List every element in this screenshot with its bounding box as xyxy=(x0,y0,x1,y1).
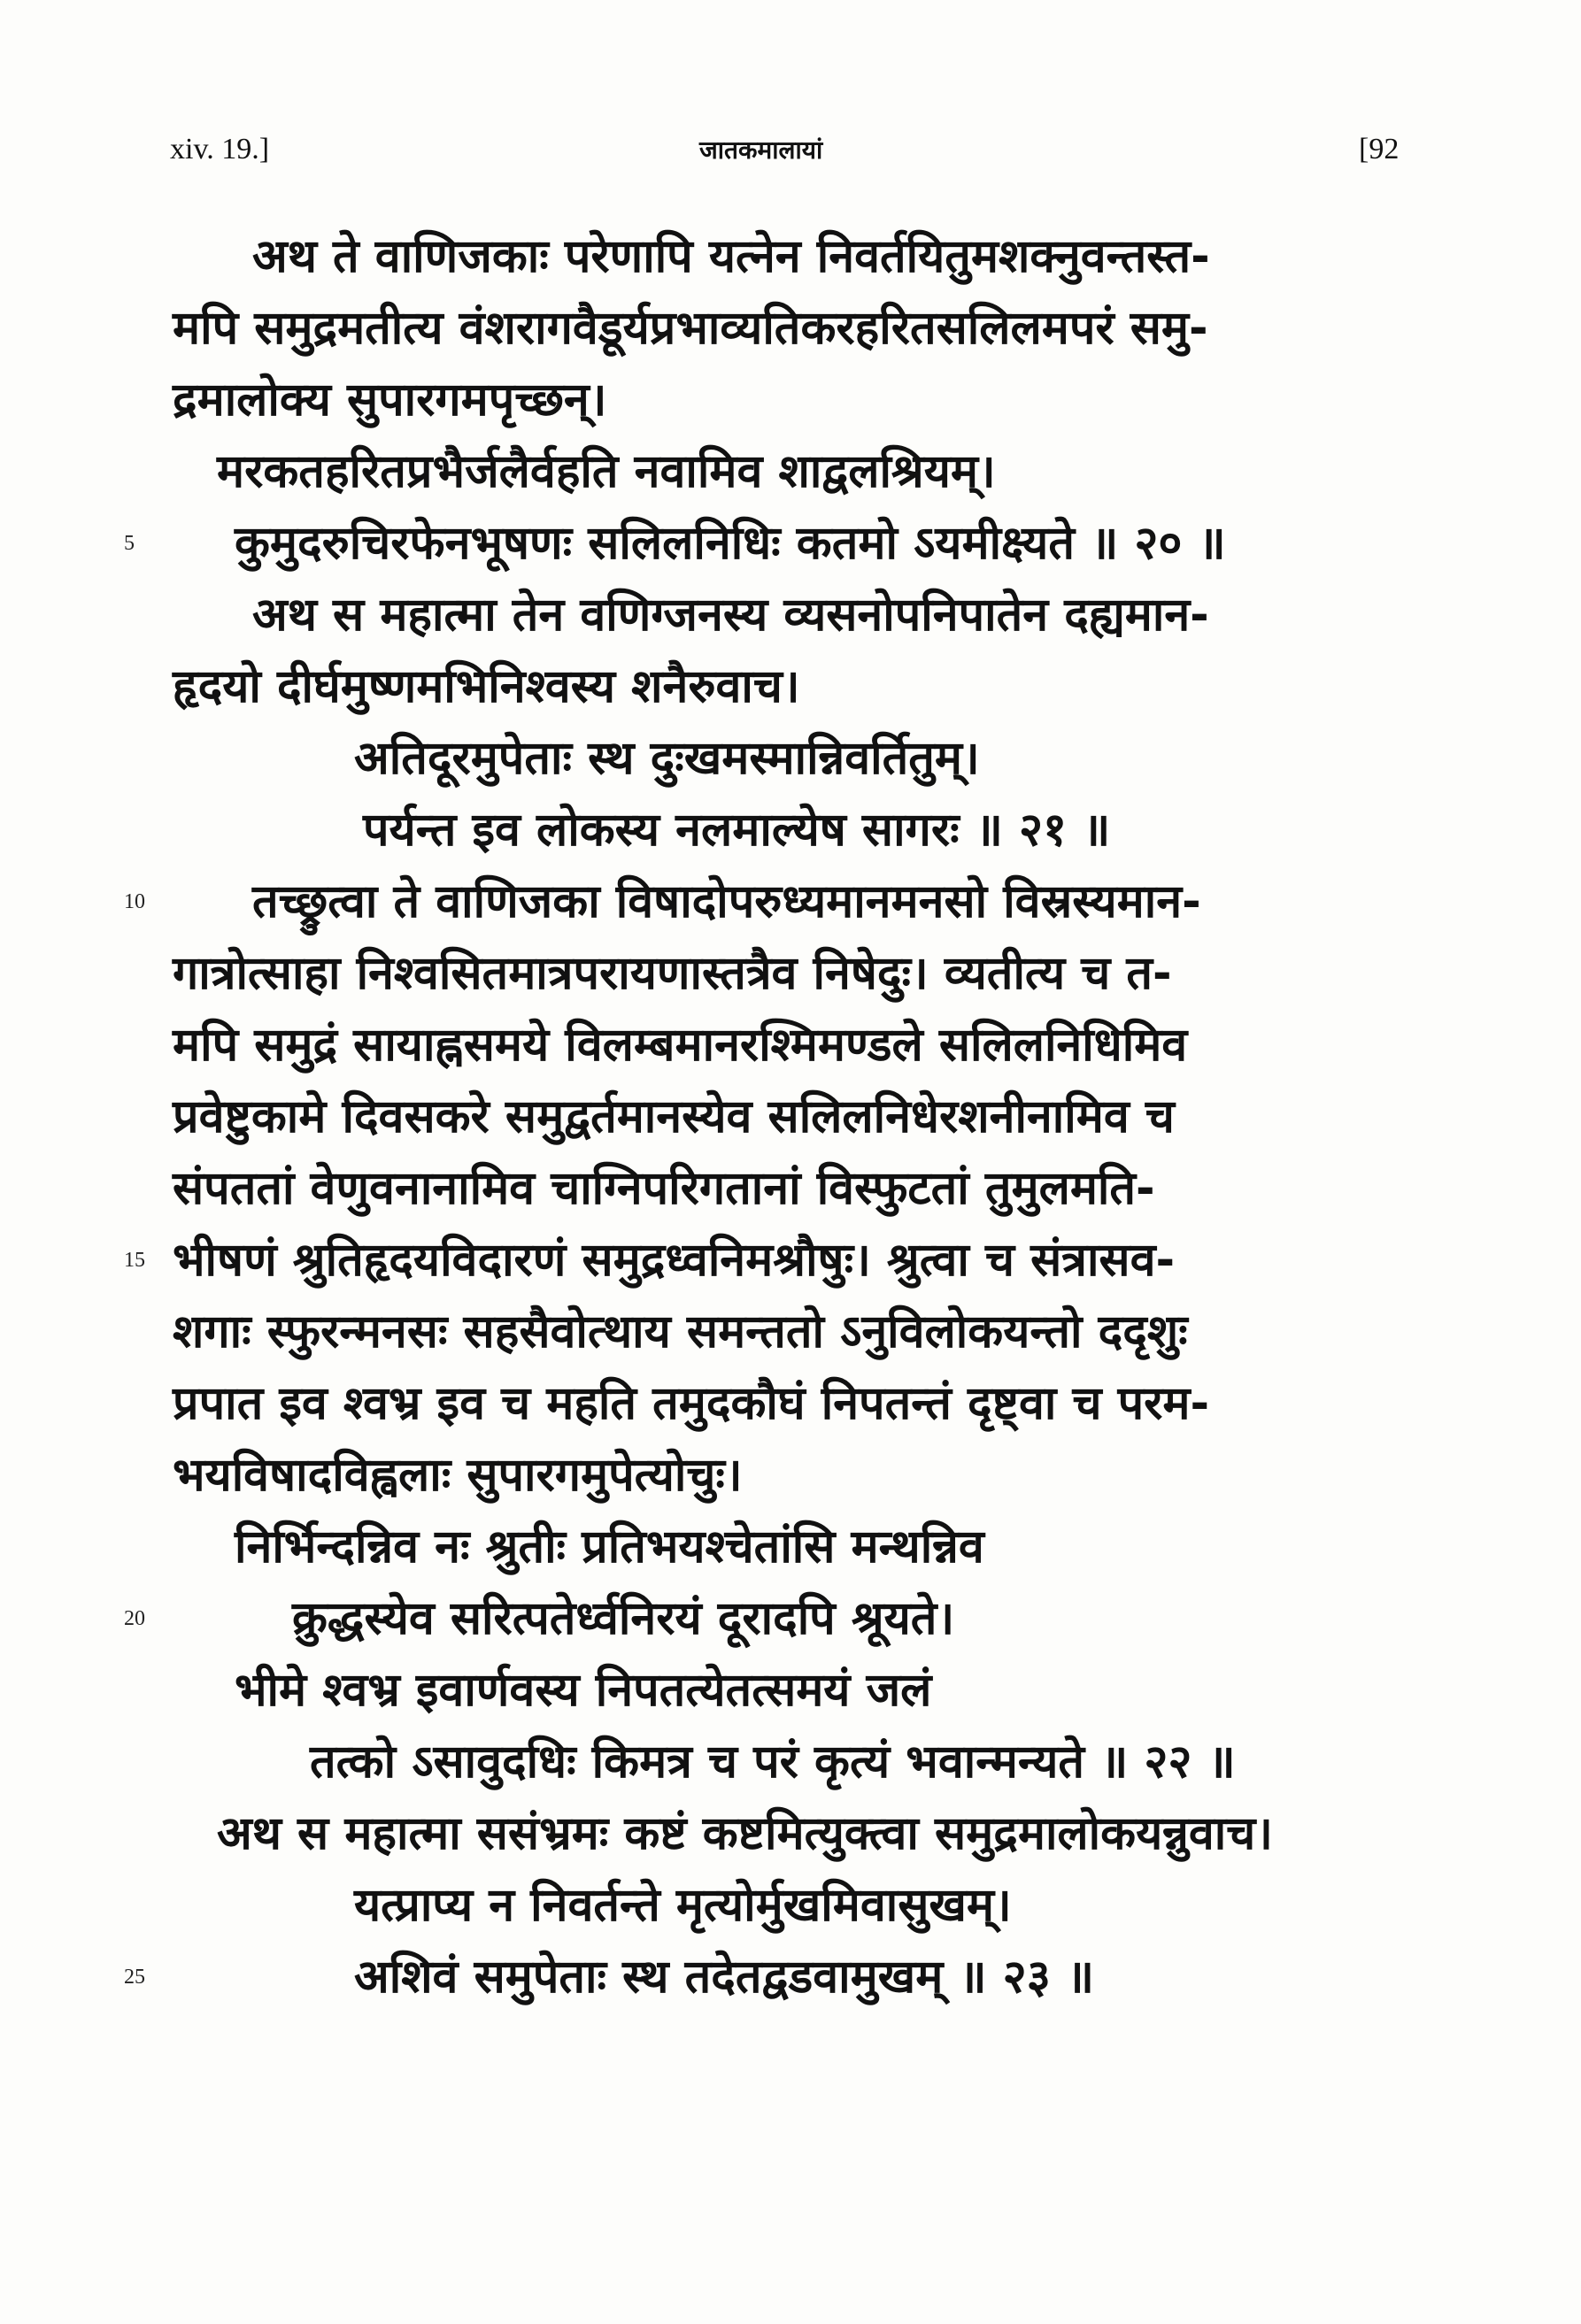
line-text: प्रपात इव श्वभ्र इव च महति तमुदकौघं निपतन्तं दृष्ट्वा च परम- xyxy=(173,1377,1210,1430)
line-text: मरकतहरितप्रभैर्जलैर्वहति नवामिव शाद्वलश्रियम्। xyxy=(217,445,996,498)
line-text: निर्भिन्दन्निव नः श्रुतीः प्रतिभयश्चेतांसि मन्थन्निव xyxy=(235,1520,984,1574)
text-line xyxy=(0,293,1581,365)
line-text: तत्को ऽसावुदधिः किमत्र च परं कृत्यं भवान्मन्यते ॥ २२ ॥ xyxy=(310,1735,1236,1789)
verse-line xyxy=(0,1942,1581,2013)
line-text: अथ स महात्मा ससंभ्रमः कष्टं कष्टमित्युक्त्वा समुद्रमालोकयन्नुवाच। xyxy=(217,1807,1273,1860)
line-text: पर्यन्त इव लोकस्य नलमाल्येष सागरः ॥ २१ ॥ xyxy=(363,804,1111,857)
line-number: 15 xyxy=(124,1249,145,1272)
line-text: अथ ते वाणिजकाः परेणापि यत्नेन निवर्तयितुमशक्नुवन्तस्त- xyxy=(252,230,1210,283)
line-text: शगाः स्फुरन्मनसः सहसैवोत्थाय समन्ततो ऽनुविलोकयन्तो ददृशुः xyxy=(173,1305,1188,1358)
running-head-section-ref: xiv. 19.] xyxy=(170,133,270,165)
line-text: भीमे श्वभ्र इवार्णवस्य निपतत्येतत्समयं जलं xyxy=(235,1664,932,1717)
line-text: क्रुद्धस्येव सरित्पतेर्ध्वनिरयं दूरादपि श्रूयते। xyxy=(292,1592,955,1645)
line-text: गात्रोत्साहा निश्वसितमात्रपरायणास्तत्रैव निषेदुः। व्यतीत्य च त- xyxy=(173,947,1172,1000)
verse-line xyxy=(0,1512,1581,1583)
running-head-title: जातकमालायां xyxy=(699,135,823,165)
line-text: कुमुदरुचिरफेनभूषणः सलिलनिधिः कतमो ऽयमीक्ष्यते ॥ २० ॥ xyxy=(235,517,1226,570)
text-line xyxy=(0,651,1581,723)
text-line xyxy=(0,1010,1581,1081)
verse-line xyxy=(0,1727,1581,1798)
text-line xyxy=(0,938,1581,1010)
text-line xyxy=(0,1368,1581,1440)
line-text: मपि समुद्रमतीत्य वंशरागवैडूर्यप्रभाव्यतिकरहरितसलिलमपरं समु- xyxy=(173,302,1208,355)
line-text: भीषणं श्रुतिहृदयविदारणं समुद्रध्वनिमश्रौषुः। श्रुत्वा च संत्रासव- xyxy=(173,1234,1176,1287)
line-text: अथ स महात्मा तेन वणिग्जनस्य व्यसनोपनिपातेन दह्यमान- xyxy=(252,589,1209,642)
line-text: अतिदूरमुपेताः स्थ दुःखमस्मान्निवर्तितुम्। xyxy=(354,732,980,785)
text-line xyxy=(0,580,1581,651)
line-text: भयविषादविह्वलाः सुपारगमुपेत्योचुः। xyxy=(173,1449,743,1502)
page-number: [92 xyxy=(1359,133,1400,165)
line-text: संपततां वेणुवनानामिव चाग्निपरिगतानां विस्फुटतां तुमुलमति- xyxy=(173,1162,1155,1215)
text-line xyxy=(0,1225,1581,1297)
text-line xyxy=(0,1081,1581,1153)
text-line xyxy=(0,866,1581,938)
line-number: 10 xyxy=(124,890,145,913)
line-text: यत्प्राप्य न निवर्तन्ते मृत्योर्मुखमिवासुखम्। xyxy=(354,1879,1012,1932)
verse-line xyxy=(0,723,1581,795)
line-text: हृदयो दीर्घमुष्णमभिनिश्वस्य शनैरुवाच। xyxy=(173,660,800,713)
text-line xyxy=(0,1798,1581,1870)
text-line xyxy=(0,1440,1581,1512)
line-text: प्रवेष्टुकामे दिवसकरे समुद्वर्तमानस्येव सलिलनिधेरशनीनामिव च xyxy=(173,1090,1175,1143)
line-text: द्रमालोक्य सुपारगमपृच्छन्। xyxy=(173,373,607,427)
sanskrit-text-block xyxy=(0,221,1581,2013)
text-line xyxy=(0,1297,1581,1368)
line-text: तच्छ्रुत्वा ते वाणिजका विषादोपरुध्यमानमनसो विस्रस्यमान- xyxy=(252,875,1201,928)
line-number: 5 xyxy=(124,532,135,555)
text-line xyxy=(0,221,1581,293)
text-line xyxy=(0,365,1581,436)
verse-line xyxy=(0,508,1581,580)
line-number: 25 xyxy=(124,1966,145,1989)
verse-line xyxy=(0,1870,1581,1942)
verse-line xyxy=(0,795,1581,866)
line-text: मपि समुद्रं सायाह्नसमये विलम्बमानरश्मिमण्डले सलिलनिधिमिव xyxy=(173,1019,1188,1072)
running-head xyxy=(0,133,1581,177)
verse-line xyxy=(0,1655,1581,1727)
line-text: अशिवं समुपेताः स्थ तदेतद्वडवामुखम् ॥ २३ ॥ xyxy=(354,1951,1094,2004)
verse-line xyxy=(0,1583,1581,1655)
verse-line xyxy=(0,436,1581,508)
text-line xyxy=(0,1153,1581,1225)
line-number: 20 xyxy=(124,1607,145,1630)
